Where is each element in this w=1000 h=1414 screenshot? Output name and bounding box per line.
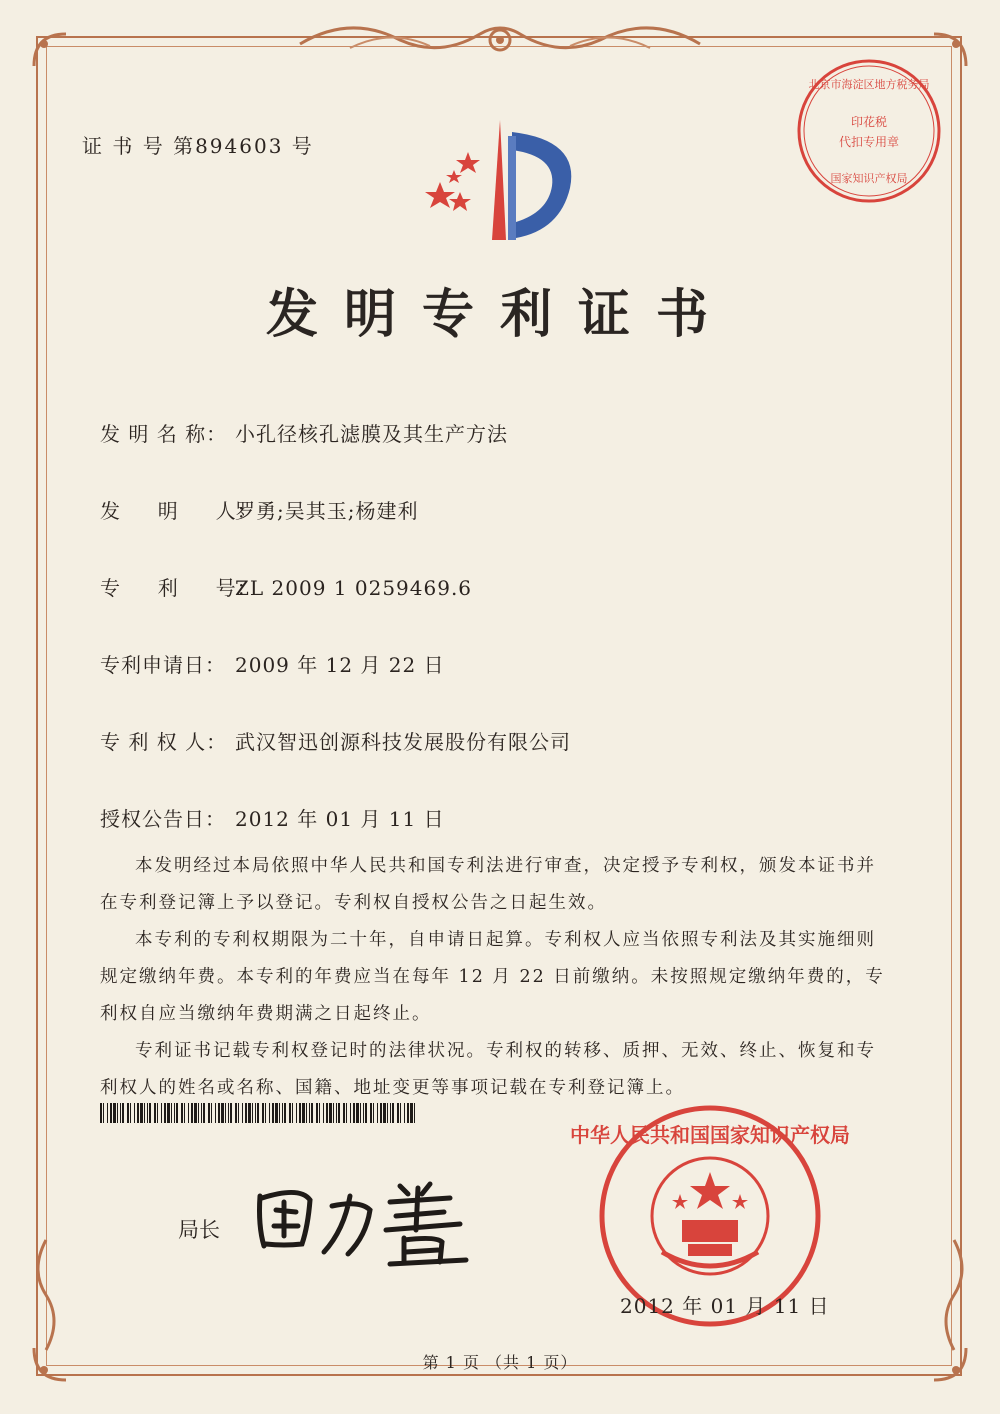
barcode-bar	[194, 1103, 197, 1123]
field-label: 授权公告日：	[100, 807, 226, 831]
barcode-bar	[292, 1103, 293, 1123]
corner-ornament-tl	[30, 30, 70, 70]
field-grant-date	[100, 803, 445, 832]
tax-bureau-stamp	[794, 56, 944, 206]
svg-text:北京市海淀区地方税务局: 北京市海淀区地方税务局	[808, 78, 930, 91]
field-application-date	[100, 649, 445, 678]
barcode-bar	[343, 1103, 345, 1123]
field-label: 专 利 权 人：	[100, 730, 228, 754]
barcode-bar	[113, 1103, 116, 1123]
barcode-bar	[404, 1103, 405, 1123]
barcode-bar	[252, 1103, 253, 1123]
field-label: 发 明 人：	[100, 499, 258, 523]
barcode-bar	[171, 1103, 172, 1123]
barcode-bar	[269, 1103, 270, 1123]
barcode-bar	[221, 1103, 224, 1123]
barcode-bar	[100, 1103, 102, 1123]
barcode-bar	[127, 1103, 129, 1123]
barcode-bar	[235, 1103, 237, 1123]
certificate-body	[100, 848, 886, 1107]
barcode-bar	[174, 1103, 175, 1123]
issue-date: 2012 年 01 月 11 日	[620, 1294, 830, 1318]
side-ornament-left	[26, 1240, 66, 1350]
barcode-bar	[120, 1103, 121, 1123]
barcode-bar	[134, 1103, 135, 1123]
field-label: 发 明 名 称：	[100, 422, 228, 446]
barcode-bar	[154, 1103, 156, 1123]
svg-text:代扣专用章: 代扣专用章	[838, 135, 900, 149]
barcode-bar	[282, 1103, 283, 1123]
barcode-bar	[279, 1103, 280, 1123]
field-value: 小孔径核孔滤膜及其生产方法	[235, 422, 508, 446]
handwritten-signature	[240, 1166, 490, 1266]
barcode-bar	[392, 1103, 394, 1123]
barcode-bar	[407, 1103, 409, 1123]
top-ornament	[290, 14, 710, 60]
field-label: 专 利 号：	[100, 576, 258, 600]
barcode-bar	[147, 1103, 148, 1123]
barcode-bar	[208, 1103, 210, 1123]
barcode-bar	[350, 1103, 351, 1123]
page-number: 第 1 页 （共 1 页）	[422, 1353, 578, 1372]
barcode-bar	[323, 1103, 324, 1123]
barcode-bar	[176, 1103, 178, 1123]
field-value: ZL 2009 1 0259469.6	[235, 576, 473, 600]
body-paragraph: 本发明经过本局依照中华人民共和国专利法进行审查，决定授予专利权，颁发本证书并在专利登记簿上予以登记。专利权自授权公告之日起生效。	[100, 856, 876, 913]
barcode-bar	[275, 1103, 278, 1123]
barcode-bar	[201, 1103, 202, 1123]
field-patentee	[100, 726, 571, 755]
barcode-bar	[338, 1103, 340, 1123]
barcode-bar	[245, 1103, 247, 1123]
barcode-bar	[140, 1103, 143, 1123]
barcode-bar	[346, 1103, 347, 1123]
barcode-bar	[188, 1103, 189, 1123]
barcode-bar	[272, 1103, 274, 1123]
barcode-bar	[215, 1103, 216, 1123]
barcode-bar	[149, 1103, 151, 1123]
barcode-bar	[184, 1103, 185, 1123]
barcode-bar	[157, 1103, 158, 1123]
barcode-bar	[107, 1103, 108, 1123]
barcode-bar	[326, 1103, 328, 1123]
body-paragraph: 专利证书记载专利权登记时的法律状况。专利权的转移、质押、无效、终止、恢复和专利权人的姓名或名称、国籍、地址变更等事项记载在专利登记簿上。	[100, 1041, 876, 1098]
barcode-bar	[414, 1103, 415, 1123]
barcode-bar	[284, 1103, 286, 1123]
barcode-bar	[289, 1103, 291, 1123]
field-patent-number	[100, 572, 472, 601]
barcode-bar	[181, 1103, 183, 1123]
barcode-bar	[242, 1103, 243, 1123]
certificate-title: 发明专利证书	[265, 285, 734, 345]
barcode-bar	[130, 1103, 131, 1123]
barcode-bar	[365, 1103, 367, 1123]
barcode-bar	[262, 1103, 264, 1123]
barcode-bar	[302, 1103, 305, 1123]
field-invention-name	[100, 418, 508, 447]
barcode-bar	[363, 1103, 364, 1123]
barcode-bar	[311, 1103, 313, 1123]
body-paragraph: 本专利的专利权期限为二十年，自申请日起算。专利权人应当依照专利法及其实施细则规定缴纳年费。本专利的年费应当在每年 12 月 22 日前缴纳。未按照规定缴纳年费的，专利权自应当缴纳年费期满之日起终止。	[100, 930, 885, 1024]
barcode-bar	[336, 1103, 337, 1123]
barcode-bar	[380, 1103, 382, 1123]
barcode-bar	[198, 1103, 199, 1123]
field-label: 专利申请日：	[100, 653, 226, 677]
patent-office-emblem	[420, 112, 590, 242]
barcode-bar	[265, 1103, 266, 1123]
barcode-bar	[356, 1103, 359, 1123]
barcode-bar	[164, 1103, 166, 1123]
barcode-bar	[296, 1103, 297, 1123]
barcode-bar	[248, 1103, 251, 1123]
barcode-bar	[316, 1103, 318, 1123]
barcode-bar	[218, 1103, 220, 1123]
barcode-bar	[373, 1103, 374, 1123]
barcode-bar	[122, 1103, 124, 1123]
barcode-bar	[228, 1103, 229, 1123]
barcode-bar	[353, 1103, 355, 1123]
barcode-bar	[400, 1103, 401, 1123]
barcode-bar	[309, 1103, 310, 1123]
barcode-bar	[203, 1103, 205, 1123]
barcode-bar	[144, 1103, 145, 1123]
barcode-bar	[110, 1103, 112, 1123]
barcode-bar	[390, 1103, 391, 1123]
barcode-bar	[117, 1103, 118, 1123]
barcode-bar	[225, 1103, 226, 1123]
svg-text:中华人民共和国国家知识产权局: 中华人民共和国国家知识产权局	[570, 1123, 850, 1147]
field-value: 武汉智迅创源科技发展股份有限公司	[235, 730, 571, 754]
barcode-bar	[370, 1103, 372, 1123]
barcode-bar	[319, 1103, 320, 1123]
side-ornament-right	[934, 1240, 974, 1350]
barcode-bar	[191, 1103, 193, 1123]
barcode-bar	[137, 1103, 139, 1123]
certificate-number: 证 书 号 第894603 号	[82, 134, 314, 158]
barcode-bar	[397, 1103, 399, 1123]
barcode-bar	[360, 1103, 361, 1123]
barcode-bar	[333, 1103, 334, 1123]
barcode-bar	[211, 1103, 212, 1123]
field-value: 2009 年 12 月 22 日	[235, 653, 445, 677]
barcode-bar	[383, 1103, 386, 1123]
barcode-bar	[257, 1103, 259, 1123]
barcode-bar	[230, 1103, 232, 1123]
svg-text:国家知识产权局: 国家知识产权局	[830, 172, 908, 185]
barcode-bar	[299, 1103, 301, 1123]
barcode-bar	[306, 1103, 307, 1123]
barcode	[100, 1103, 418, 1123]
barcode-bar	[387, 1103, 388, 1123]
barcode-bar	[410, 1103, 413, 1123]
field-value: 2012 年 01 月 11 日	[235, 807, 445, 831]
field-inventors	[100, 495, 418, 524]
barcode-bar	[167, 1103, 170, 1123]
signature-role: 局长	[178, 1218, 220, 1242]
barcode-bar	[161, 1103, 162, 1123]
barcode-bar	[255, 1103, 256, 1123]
field-value: 罗勇;吴其玉;杨建利	[235, 499, 419, 523]
barcode-bar	[329, 1103, 332, 1123]
barcode-bar	[103, 1103, 104, 1123]
barcode-bar	[238, 1103, 239, 1123]
svg-text:印花税: 印花税	[850, 115, 888, 129]
barcode-bar	[377, 1103, 378, 1123]
